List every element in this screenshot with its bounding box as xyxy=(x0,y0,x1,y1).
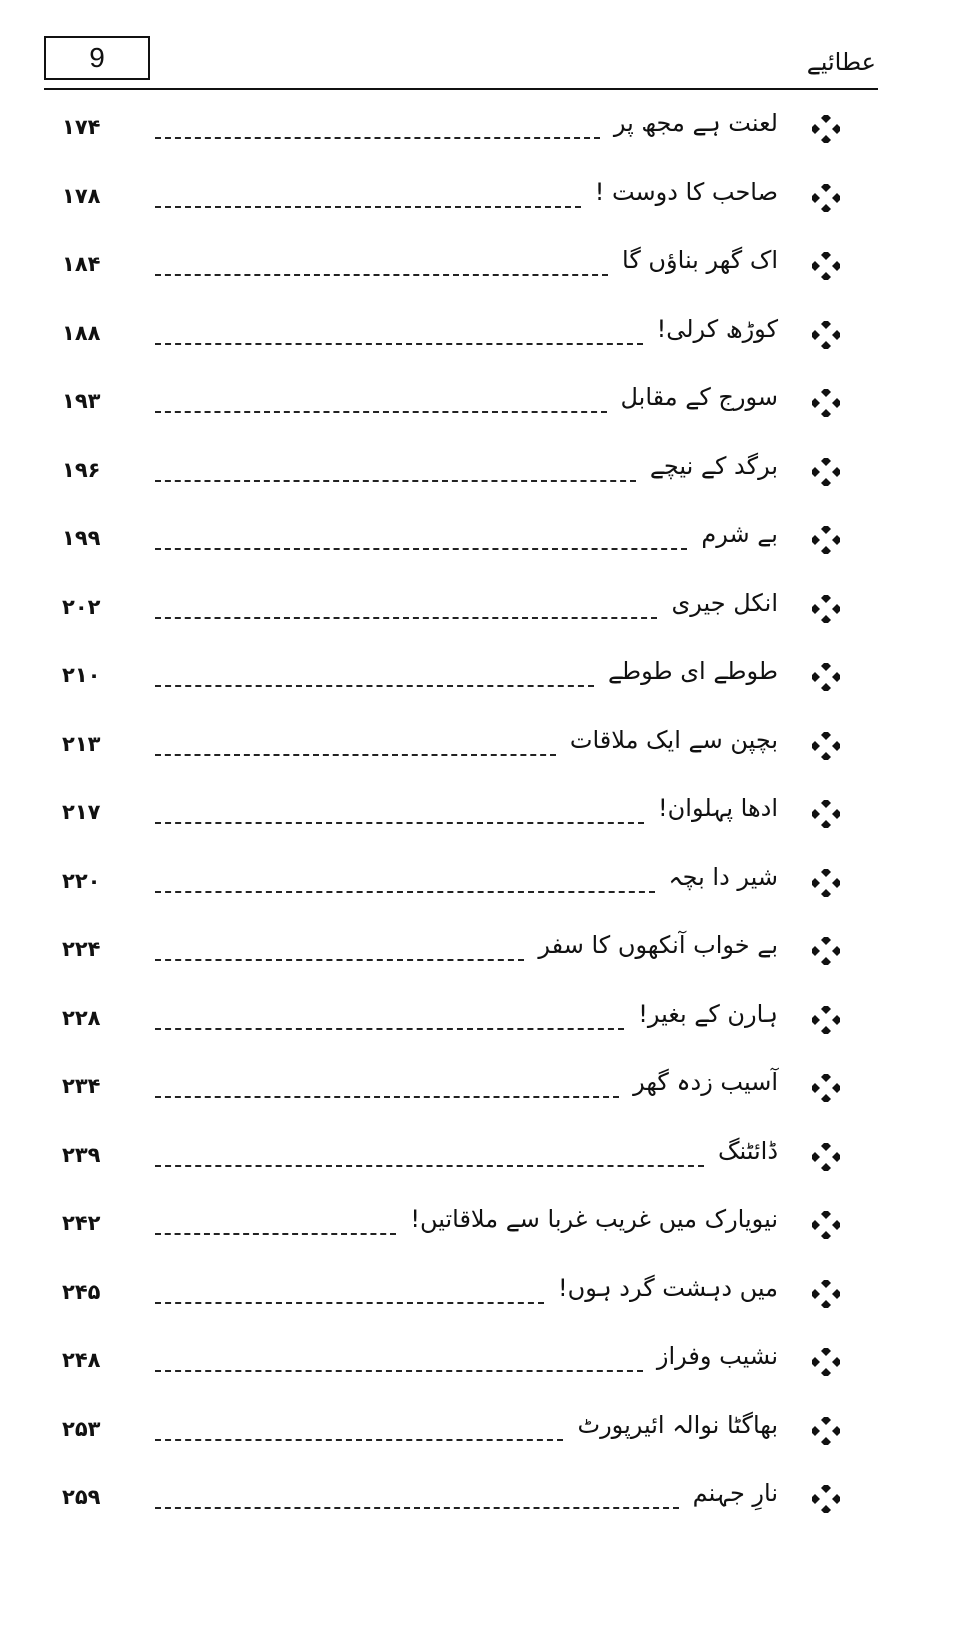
table-of-contents xyxy=(0,95,968,1534)
toc-entry-title: انکل جیری xyxy=(665,589,778,617)
diamond-bullet-icon xyxy=(812,869,840,897)
diamond-bullet-icon xyxy=(812,595,840,623)
dotted-leader xyxy=(155,754,556,756)
toc-entry-title: برگد کے نیچے xyxy=(644,452,778,480)
toc-entry-title: نارِ جہنم xyxy=(687,1479,778,1507)
diamond-bullet-icon xyxy=(812,184,840,212)
diamond-bullet-icon xyxy=(812,1485,840,1513)
toc-page-number: ۱۷۴ xyxy=(62,115,101,139)
toc-entry-title: آسیب زدہ گھر xyxy=(627,1068,778,1096)
toc-page-number: ۲۲۸ xyxy=(62,1005,101,1030)
toc-entry[interactable] xyxy=(0,712,968,781)
dotted-leader xyxy=(155,1096,619,1098)
toc-page-number: ۱۸۴ xyxy=(62,252,101,276)
dotted-leader xyxy=(155,1507,679,1509)
toc-entry[interactable] xyxy=(0,1054,968,1123)
toc-entry[interactable] xyxy=(0,301,968,370)
toc-entry-title: اک گھر بناؤں گا xyxy=(616,246,778,274)
toc-page-number: ۱۹۶ xyxy=(62,457,101,482)
toc-page-number: ۱۹۹ xyxy=(62,526,101,550)
dotted-leader xyxy=(155,411,607,413)
toc-entry-title: شیر دا بچہ xyxy=(663,863,778,891)
toc-page-number: ۱۸۸ xyxy=(62,320,101,345)
toc-page-number: ۲۴۲ xyxy=(62,1211,101,1235)
running-title: عطائیے xyxy=(806,48,876,76)
diamond-bullet-icon xyxy=(812,663,840,691)
toc-entry-title: طوطے ای طوطے xyxy=(602,657,778,685)
toc-entry[interactable] xyxy=(0,1397,968,1466)
toc-page-number: ۲۵۳ xyxy=(62,1416,101,1441)
dotted-leader xyxy=(155,1370,643,1372)
toc-entry-title: بے خواب آنکھوں کا سفر xyxy=(532,931,778,959)
toc-entry-title: صاحب کا دوست ! xyxy=(589,178,778,206)
toc-entry[interactable] xyxy=(0,643,968,712)
toc-page-number: ۲۱۳ xyxy=(62,731,101,756)
toc-entry[interactable] xyxy=(0,506,968,575)
diamond-bullet-icon xyxy=(812,1143,840,1171)
dotted-leader xyxy=(155,1302,544,1304)
dotted-leader xyxy=(155,206,581,208)
toc-entry-title: ڈائٹنگ xyxy=(712,1137,778,1165)
toc-entry[interactable] xyxy=(0,1260,968,1329)
toc-page-number: ۲۱۰ xyxy=(62,663,101,687)
dotted-leader xyxy=(155,1165,704,1167)
dotted-leader xyxy=(155,1439,563,1441)
toc-entry[interactable] xyxy=(0,1328,968,1397)
toc-entry-title: ادھا پہلوان! xyxy=(652,794,778,822)
toc-page-number: ۲۱۷ xyxy=(62,800,101,824)
toc-entry[interactable] xyxy=(0,232,968,301)
dotted-leader xyxy=(155,137,600,139)
dotted-leader xyxy=(155,548,687,550)
dotted-leader xyxy=(155,1028,624,1030)
toc-entry-title: بھاگٹا نوالہ ائیرپورٹ xyxy=(571,1411,778,1439)
toc-entry-title: کوڑھ کرلی! xyxy=(651,315,778,343)
diamond-bullet-icon xyxy=(812,526,840,554)
diamond-bullet-icon xyxy=(812,800,840,828)
toc-page-number: ۲۰۲ xyxy=(62,594,101,619)
diamond-bullet-icon xyxy=(812,115,840,143)
toc-page-number: ۱۹۳ xyxy=(62,389,101,413)
toc-entry[interactable] xyxy=(0,917,968,986)
page-number-box xyxy=(44,36,150,80)
dotted-leader xyxy=(155,891,655,893)
toc-page-number: ۲۵۹ xyxy=(62,1485,101,1509)
toc-page-number: ۲۲۰ xyxy=(62,868,101,893)
toc-entry-title: میں دہشت گرد ہوں! xyxy=(552,1274,778,1302)
toc-entry[interactable] xyxy=(0,95,968,164)
dotted-leader xyxy=(155,1233,396,1235)
toc-entry[interactable] xyxy=(0,780,968,849)
header-rule xyxy=(150,88,878,90)
diamond-bullet-icon xyxy=(812,321,840,349)
toc-entry[interactable] xyxy=(0,1191,968,1260)
toc-entry[interactable] xyxy=(0,438,968,507)
toc-page-number: ۱۷۸ xyxy=(62,183,101,208)
toc-entry-title: ہارن کے بغیر! xyxy=(632,1000,778,1028)
page-number: 9 xyxy=(89,42,105,73)
toc-entry[interactable] xyxy=(0,164,968,233)
diamond-bullet-icon xyxy=(812,389,840,417)
dotted-leader xyxy=(155,480,636,482)
toc-entry[interactable] xyxy=(0,575,968,644)
toc-entry-title: نیویارک میں غریب غربا سے ملاقاتیں! xyxy=(404,1205,778,1233)
diamond-bullet-icon xyxy=(812,732,840,760)
diamond-bullet-icon xyxy=(812,458,840,486)
diamond-bullet-icon xyxy=(812,1348,840,1376)
toc-entry[interactable] xyxy=(0,369,968,438)
dotted-leader xyxy=(155,274,608,276)
dotted-leader xyxy=(155,343,643,345)
diamond-bullet-icon xyxy=(812,1280,840,1308)
dotted-leader xyxy=(155,822,644,824)
toc-entry[interactable] xyxy=(0,849,968,918)
toc-page-number: ۲۳۹ xyxy=(62,1142,101,1167)
toc-entry-title: بچپن سے ایک ملاقات xyxy=(564,726,778,754)
diamond-bullet-icon xyxy=(812,1074,840,1102)
header-rule-left xyxy=(44,88,150,90)
toc-page-number: ۲۴۵ xyxy=(62,1279,101,1304)
dotted-leader xyxy=(155,959,524,961)
toc-page-number: ۲۲۴ xyxy=(62,937,101,961)
toc-entry-title: بے شرم xyxy=(695,520,778,548)
toc-page-number: ۲۴۸ xyxy=(62,1348,101,1372)
dotted-leader xyxy=(155,685,594,687)
dotted-leader xyxy=(155,617,657,619)
toc-entry-title: لعنت ہے مجھ پر xyxy=(608,109,778,137)
diamond-bullet-icon xyxy=(812,937,840,965)
toc-entry-title: سورج کے مقابل xyxy=(615,383,779,411)
toc-entry[interactable] xyxy=(0,1123,968,1192)
diamond-bullet-icon xyxy=(812,1211,840,1239)
diamond-bullet-icon xyxy=(812,252,840,280)
diamond-bullet-icon xyxy=(812,1006,840,1034)
toc-entry-title: نشیب وفراز xyxy=(651,1342,778,1370)
diamond-bullet-icon xyxy=(812,1417,840,1445)
toc-entry[interactable] xyxy=(0,1465,968,1534)
toc-entry[interactable] xyxy=(0,986,968,1055)
toc-page-number: ۲۳۴ xyxy=(62,1074,101,1098)
